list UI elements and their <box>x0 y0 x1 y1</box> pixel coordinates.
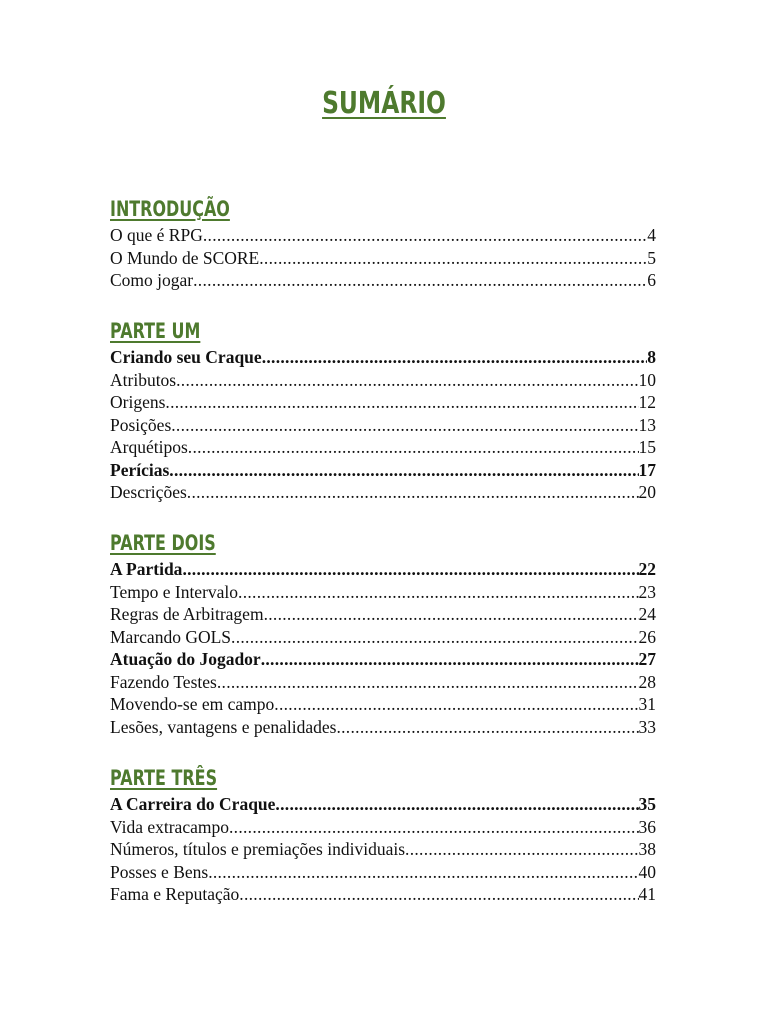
toc-entry[interactable] <box>110 391 656 414</box>
dot-leader <box>188 436 639 459</box>
dot-leader <box>238 581 638 604</box>
toc-entry[interactable] <box>110 269 656 292</box>
toc-entry-label: Vida extracampo <box>110 816 229 837</box>
toc-entry[interactable] <box>110 369 656 392</box>
toc-entry[interactable] <box>110 247 656 270</box>
toc-entry-page-number: 13 <box>638 414 656 435</box>
toc-entry-label: Como jogar <box>110 270 194 290</box>
dot-leader <box>239 883 638 906</box>
section-heading: INTRODUÇÃO <box>110 197 230 221</box>
toc-entry-label: A Partida <box>110 559 183 579</box>
toc-section-introducao <box>110 194 660 292</box>
toc-entry[interactable] <box>110 883 656 906</box>
toc-entry[interactable] <box>110 603 656 626</box>
toc-entry-page-number: 8 <box>647 347 656 367</box>
toc-entry[interactable] <box>110 414 656 437</box>
toc-entry-label: A Carreira do Craque <box>110 794 276 814</box>
toc-entry[interactable] <box>110 716 656 739</box>
dot-leader <box>264 603 639 626</box>
dot-leader <box>171 414 638 437</box>
toc-entry[interactable] <box>110 861 656 884</box>
dot-leader <box>217 671 639 694</box>
toc-entry[interactable] <box>110 224 656 247</box>
toc-entry-page-number: 38 <box>638 839 656 859</box>
toc-entry-page-number: 40 <box>638 861 656 882</box>
toc-entry-page-number: 31 <box>638 694 656 714</box>
toc-entry[interactable] <box>110 481 656 504</box>
toc-entry-page-number: 36 <box>638 816 656 837</box>
toc-section-parte-tres <box>110 763 660 906</box>
dot-leader <box>208 861 638 884</box>
dot-leader <box>165 391 638 414</box>
toc-entry-label: Descrições <box>110 482 187 502</box>
toc-entry-page-number: 10 <box>638 369 656 390</box>
toc-entry-page-number: 15 <box>638 437 656 457</box>
toc-entry-page-number: 12 <box>638 392 656 412</box>
toc-entry[interactable] <box>110 581 656 604</box>
toc-entry-label: Fama e Reputação <box>110 884 240 904</box>
toc-entry-label: Fazendo Testes <box>110 671 217 692</box>
toc-entry-label: O que é RPG <box>110 225 203 245</box>
toc-entry-page-number: 35 <box>638 794 656 814</box>
dot-leader <box>274 693 638 716</box>
dot-leader <box>336 716 638 739</box>
toc-entry-label: Origens <box>110 392 166 412</box>
toc-entry-page-number: 5 <box>647 247 656 268</box>
page-title: SUMÁRIO <box>322 86 446 121</box>
toc-entry-label: Números, títulos e premiações individuais <box>110 839 406 859</box>
toc-entry-page-number: 24 <box>638 604 656 624</box>
toc-entry-label: Perícias <box>110 459 170 480</box>
toc-entry-label: O Mundo de SCORE <box>110 247 260 268</box>
dot-leader <box>169 459 638 482</box>
toc-entry-page-number: 26 <box>638 626 656 647</box>
toc-entry-page-number: 22 <box>638 559 656 579</box>
dot-leader <box>193 269 647 292</box>
toc-entry-label: Arquétipos <box>110 437 188 457</box>
toc-entry[interactable] <box>110 558 656 581</box>
toc-entry-label: Criando seu Craque <box>110 347 262 367</box>
toc-entry-label: Movendo-se em campo <box>110 694 275 714</box>
toc-entry-page-number: 20 <box>638 482 656 502</box>
toc-entry[interactable] <box>110 671 656 694</box>
toc-entry-page-number: 33 <box>638 716 656 737</box>
toc-entry-label: Lesões, vantagens e penalidades <box>110 716 337 737</box>
toc-entry-label: Marcando GOLS <box>110 626 232 647</box>
toc-entry-label: Atuação do Jogador <box>110 649 261 669</box>
section-heading: PARTE UM <box>110 319 201 343</box>
toc-entry-page-number: 6 <box>647 270 656 290</box>
toc-section-parte-um <box>110 316 660 504</box>
toc-entry-page-number: 4 <box>647 225 656 245</box>
dot-leader <box>262 346 648 369</box>
dot-leader <box>259 247 647 270</box>
dot-leader <box>187 481 639 504</box>
toc-entry-label: Regras de Arbitragem <box>110 604 264 624</box>
toc-entry[interactable] <box>110 693 656 716</box>
dot-leader <box>176 369 638 392</box>
toc-entry[interactable] <box>110 793 656 816</box>
toc-entry-page-number: 41 <box>638 884 656 904</box>
dot-leader <box>405 838 638 861</box>
toc-entry[interactable] <box>110 626 656 649</box>
dot-leader <box>203 224 647 247</box>
dot-leader <box>182 558 638 581</box>
toc-entry-label: Posições <box>110 414 172 435</box>
section-heading: PARTE TRÊS <box>110 766 218 790</box>
toc-entry-label: Posses e Bens <box>110 861 209 882</box>
dot-leader <box>275 793 638 816</box>
dot-leader <box>229 816 639 839</box>
toc-entry[interactable] <box>110 459 656 482</box>
toc-entry-page-number: 27 <box>638 649 656 669</box>
toc-section-parte-dois <box>110 528 660 738</box>
toc-entry-label: Atributos <box>110 369 177 390</box>
dot-leader <box>261 648 639 671</box>
toc-entry[interactable] <box>110 346 656 369</box>
section-heading: PARTE DOIS <box>110 531 216 555</box>
toc-entry[interactable] <box>110 838 656 861</box>
toc-entry[interactable] <box>110 648 656 671</box>
toc-entry-label: Tempo e Intervalo <box>110 581 239 602</box>
toc-entry-page-number: 17 <box>638 459 656 480</box>
toc-entry[interactable] <box>110 436 656 459</box>
toc-entry-page-number: 28 <box>638 671 656 692</box>
toc-entry[interactable] <box>110 816 656 839</box>
toc-entry-page-number: 23 <box>638 581 656 602</box>
dot-leader <box>231 626 638 649</box>
